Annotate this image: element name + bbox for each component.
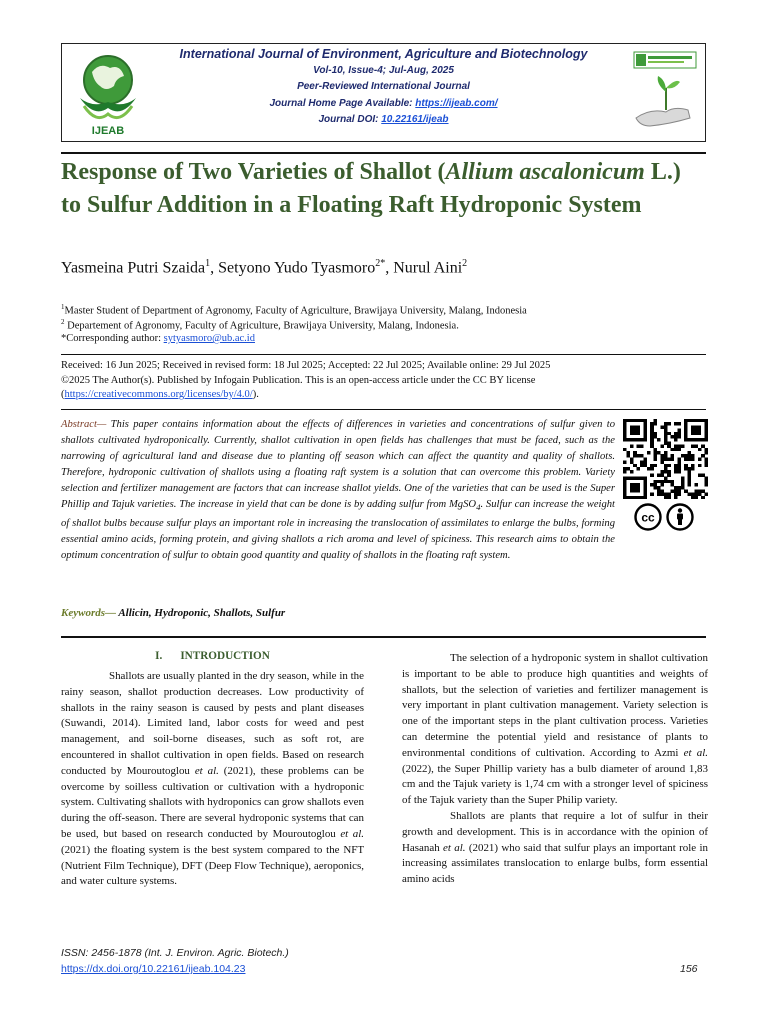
paragraph: The selection of a hydroponic system in shallot cultivation is important to be able to produce high quantities and weights of shallots, but the selection of varieties and fertilizer management is very important in plant cultivation management. Variety selection is one of the important steps in the plant cultivation process. Varieties can determine the potential yield and resistance of plants to environmental conditions of cultivation. According to Azmi et al. (2022), the Super Phillip variety has a bulb diameter of around 1,83 cm and the Tajuk variety is 1,74 cm with a stronger level of spiciness of the Tajuk variety than the Super Philip variety. (402, 652, 708, 807)
journal-cover-icon (630, 48, 700, 136)
body-column-right (402, 651, 708, 888)
license-link[interactable]: https://creativecommons.org/licenses/by/4.0/ (64, 389, 253, 400)
journal-doi: Journal DOI: 10.22161/ijeab (318, 114, 449, 125)
abstract-rule (61, 409, 706, 410)
svg-text:IJEAB: IJEAB (91, 125, 125, 137)
license-link-line: (https://creativecommons.org/licenses/by/4.0/). (61, 389, 259, 400)
journal-review-type: Peer-Reviewed International Journal (297, 81, 470, 92)
affiliation-1: $^1$Master Student of Department of Agronomy, Faculty of Agriculture, Brawijaya University, Malang, Indonesia (61, 303, 527, 317)
author-list: Yasmeina Putri Szaida$^1$, Setyono Yudo Tyasmoro$^{2*}$, Nurul Aini$^2$ (61, 258, 468, 277)
affiliation-rule (61, 354, 706, 355)
footer-issn: ISSN: 2456-1878 (Int. J. Environ. Agric. Biotech.) (61, 947, 289, 959)
cc-by-license-icon[interactable] (634, 503, 696, 531)
qr-code-icon[interactable] (623, 419, 708, 499)
keywords: Keywords— Allicin, Hydroponic, Shallots, Sulfur (61, 607, 286, 619)
page-number: 156 (680, 963, 698, 975)
paragraph: Shallots are usually planted in the dry season, while in the rainy season, shallot production decreases. Low productivity of shallots in the rainy season is caused by pests and plant diseases (Suwandi, 2014). Limited land, labor costs for weed and pest management, and soil-borne diseases, such as soft rot, are encountered in shallot cultivation in open fields. Based on research conducted by Mouroutoglou et al. (2021), these problems can be overcome by soilless cultivation or cultivation with a hydroponic system. Cultivating shallots with hydroponics can grow shallots even during the off-season. There are several hydroponic systems that can be used, but based on research conducted by Mouroutoglou et al. (2021) the floating system is the best system compared to the NFT (Nutrient Film Technique), DFT (Deep Flow Technique), aeroponics, and water culture systems. (61, 670, 364, 888)
paragraph: Shallots are plants that require a lot of sulfur in their growth and development. This is in accordance with the opinion of Hasanah et al. (2021) who said that sulfur plays an important role in increasing assimilates translocation to enlarge bulbs, form essential amino acids (402, 809, 709, 886)
publication-dates: Received: 16 Jun 2025; Received in revised form: 18 Jul 2025; Accepted: 22 Jul 2025; Available online: 29 Jul 2025 (61, 360, 551, 371)
journal-homepage: Journal Home Page Available: https://ijeab.com/ (269, 98, 498, 109)
homepage-link[interactable]: https://ijeab.com/ (415, 98, 498, 109)
journal-header (61, 43, 706, 142)
author-email-link[interactable]: sytyasmoro@ub.ac.id (163, 333, 255, 344)
body-column-left (61, 669, 364, 890)
license-statement: ©2025 The Author(s). Published by Infogain Publication. This is an open-access article under the CC BY license (61, 375, 536, 386)
svg-text:cc: cc (641, 510, 655, 525)
header-rule (61, 152, 706, 154)
keywords-rule (61, 636, 706, 638)
corresponding-author: *Corresponding author: sytyasmoro@ub.ac.id (61, 333, 255, 344)
abstract: Abstract— This paper contains information about the effects of differences in varieties and concentrations of sulfur given to shallots cultivated hydroponically. Currently, shallot cultivation in open fields has challenges that must be faced, such as the narrowing of agricultural land and disease due to planting off season which can affect the quantity and quality of shallots. Therefore, hydroponic cultivation of shallots using a floating raft system is a solution that can overcome this problem. Variety selection and fertilizer management are factors that can increase shallot yields. One of the varieties that can be used is the Super Phillip and Tajuk varieties. The increase in yield that can be done is by adding sulfur from MgSO$_4$. Sulfur can increase the weight of shallot bulbs because sulfur plays an important role in increasing the translocation of assimilates to enlarge the bulbs, forming essential amino acids, forming protein, and giving shallots a rich aroma and level of spiciness. This research aims to obtain the optimum concentration of sulfur to obtain good quantity and quality of shallots in the floating raft system. (61, 419, 615, 561)
affiliation-2: $^2$ Departement of Agronomy, Faculty of Agriculture, Brawijaya University, Malang, Indonesia. (61, 318, 459, 332)
article-doi-link[interactable]: https://dx.doi.org/10.22161/ijeab.104.23 (61, 963, 246, 975)
journal-issue: Vol-10, Issue-4; Jul-Aug, 2025 (313, 65, 454, 76)
section-heading-introduction: I. INTRODUCTION (155, 650, 270, 662)
journal-doi-link[interactable]: 10.22161/ijeab (381, 114, 449, 125)
paper-title: Response of Two Varieties of Shallot (Allium ascalonicum L.) to Sulfur Addition in a Floating Raft Hydroponic System (61, 159, 681, 218)
journal-name: International Journal of Environment, Agriculture and Biotechnology (179, 47, 588, 61)
